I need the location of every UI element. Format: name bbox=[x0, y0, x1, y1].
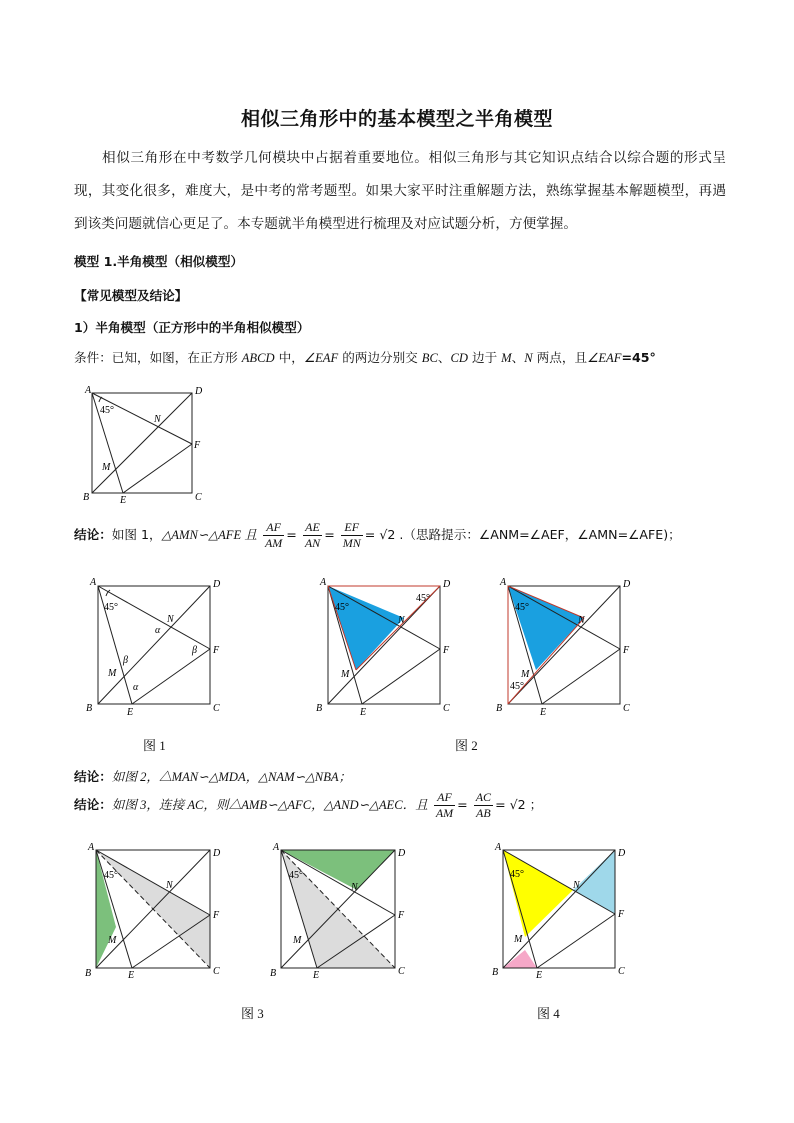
condition-bc: BC bbox=[421, 351, 438, 365]
label-n: N bbox=[166, 880, 173, 891]
label-c: C bbox=[623, 703, 630, 714]
label-m: M bbox=[521, 669, 530, 680]
conclusion-1-similar: △AMN∽△AFE 且 bbox=[161, 528, 257, 542]
condition-text-1: 中， bbox=[274, 350, 304, 365]
label-45: 45° bbox=[100, 405, 114, 416]
conclusion-3-prefix: 结论： bbox=[74, 797, 112, 812]
label-45-a: 45° bbox=[335, 602, 349, 613]
conclusion-3-text: 如图 3，连接 AC，则△AMB∽△AFC，△AND∽△AEC．且 bbox=[111, 798, 428, 812]
line-af bbox=[92, 393, 192, 444]
shaded-triangle-amn bbox=[328, 586, 404, 670]
label-beta-f: β bbox=[192, 645, 197, 656]
condition-sep-1: 、 bbox=[437, 350, 451, 365]
label-c: C bbox=[443, 703, 450, 714]
line-ef bbox=[537, 914, 615, 968]
label-m: M bbox=[293, 935, 302, 946]
conclusion-2-text: 如图 2，△MAN∽△MDA，△NAM∽△NBA； bbox=[111, 770, 352, 784]
shaded-triangle-pink bbox=[503, 950, 537, 968]
condition-line bbox=[74, 347, 656, 366]
line-ef bbox=[542, 649, 620, 704]
label-c: C bbox=[195, 492, 202, 503]
figure-4 bbox=[485, 840, 635, 980]
condition-text-4: 两点，且 bbox=[532, 350, 588, 365]
label-a: A bbox=[273, 842, 280, 853]
label-45-b: 45° bbox=[510, 681, 524, 692]
condition-cd: CD bbox=[450, 351, 468, 365]
label-c: C bbox=[213, 966, 220, 977]
label-45-d: 45° bbox=[416, 593, 430, 604]
label-c: C bbox=[398, 966, 405, 977]
label-b: B bbox=[316, 703, 323, 714]
label-45: 45° bbox=[104, 602, 118, 613]
condition-square: ABCD bbox=[241, 351, 275, 365]
label-45: 45° bbox=[289, 870, 303, 881]
caption-fig-3: 图 3 bbox=[241, 1006, 264, 1021]
fraction-ae-an: $\frac{AE}{AN}$ bbox=[304, 520, 321, 550]
line-ef bbox=[362, 649, 440, 704]
condition-text-2: 的两边分别交 bbox=[338, 350, 422, 365]
condition-angle: ∠EAF bbox=[303, 351, 339, 365]
label-m: M bbox=[341, 669, 350, 680]
caption-fig-2: 图 2 bbox=[455, 738, 478, 753]
label-e: E bbox=[120, 495, 127, 504]
conclusion-2-line bbox=[74, 766, 351, 785]
section-heading: 模型 1.半角模型（相似模型） bbox=[74, 254, 244, 269]
condition-text-3: 边于 bbox=[467, 350, 502, 365]
conclusion-1-result: = √2 .（思路提示：∠ANM=∠AEF，∠AMN=∠AFE)； bbox=[364, 527, 681, 542]
condition-sep-2: 、 bbox=[511, 350, 525, 365]
figure-3-right bbox=[265, 840, 415, 980]
label-e: E bbox=[128, 970, 135, 980]
label-m: M bbox=[108, 668, 117, 679]
conclusion-2-prefix: 结论： bbox=[74, 769, 112, 784]
label-d: D bbox=[195, 386, 203, 397]
condition-angle-2: ∠EAF bbox=[587, 351, 622, 365]
label-b: B bbox=[83, 492, 90, 503]
figure-3-left bbox=[80, 840, 230, 980]
label-f: F bbox=[398, 910, 405, 921]
label-c: C bbox=[618, 966, 625, 977]
label-a: A bbox=[495, 842, 502, 853]
fraction-af-am: $\frac{AF}{AM}$ bbox=[264, 520, 283, 550]
label-b: B bbox=[86, 703, 93, 714]
intro-paragraph: 相似三角形在中考数学几何模块中占据着重要地位。相似三角形与其它知识点结合以综合题的形式呈现，其变化很多，难度大，是中考的常考题型。如果大家平时注重解题方法，熟练掌握基本解题模型，再遇到该类问题就信心更足了。本专题就半角模型进行梳理及对应试题分析，方便掌握。 bbox=[74, 150, 726, 232]
label-e: E bbox=[313, 970, 320, 980]
label-m: M bbox=[102, 462, 111, 473]
label-d: D bbox=[398, 848, 406, 859]
label-n: N bbox=[578, 615, 585, 626]
base-figure bbox=[80, 384, 210, 504]
fraction-ef-mn: $\frac{EF}{MN}$ bbox=[342, 520, 361, 550]
conclusion-3-result: = √2 ； bbox=[495, 797, 543, 812]
label-f: F bbox=[213, 910, 220, 921]
condition-m: M bbox=[501, 351, 512, 365]
label-n: N bbox=[351, 882, 358, 893]
label-n: N bbox=[573, 880, 580, 891]
label-n: N bbox=[398, 615, 405, 626]
label-45: 45° bbox=[510, 869, 524, 880]
label-e: E bbox=[540, 707, 547, 718]
label-m: M bbox=[514, 934, 523, 945]
label-f: F bbox=[618, 909, 625, 920]
sub-heading: 【常见模型及结论】 bbox=[74, 288, 188, 303]
condition-value: =45° bbox=[621, 350, 656, 365]
label-a: A bbox=[500, 577, 507, 588]
label-f: F bbox=[213, 645, 220, 656]
label-d: D bbox=[618, 848, 626, 859]
label-n: N bbox=[154, 414, 161, 425]
label-e: E bbox=[127, 707, 134, 718]
shaded-triangle-amn bbox=[508, 586, 584, 670]
label-a: A bbox=[85, 385, 92, 396]
shaded-triangle-yellow bbox=[503, 850, 573, 937]
line-ef bbox=[132, 649, 210, 704]
label-f: F bbox=[443, 645, 450, 656]
caption-fig-1: 图 1 bbox=[143, 738, 166, 753]
condition-n: N bbox=[524, 351, 533, 365]
condition-prefix: 条件：已知，如图，在正方形 bbox=[74, 350, 242, 365]
label-f: F bbox=[623, 645, 630, 656]
conclusion-1-prefix: 结论： bbox=[74, 527, 112, 542]
page-title: 相似三角形中的基本模型之半角模型 bbox=[240, 108, 553, 130]
item1-heading: 1）半角模型（正方形中的半角相似模型） bbox=[74, 320, 310, 335]
figure-1 bbox=[80, 573, 230, 718]
label-f: F bbox=[194, 440, 201, 451]
label-a: A bbox=[320, 577, 327, 588]
figure-2-left bbox=[310, 573, 460, 718]
label-b: B bbox=[85, 968, 92, 979]
figure-2-right bbox=[490, 573, 640, 718]
label-c: C bbox=[213, 703, 220, 714]
line-af bbox=[98, 586, 210, 649]
caption-fig-4: 图 4 bbox=[537, 1006, 560, 1021]
label-e: E bbox=[360, 707, 367, 718]
label-d: D bbox=[623, 579, 631, 590]
label-d: D bbox=[443, 579, 451, 590]
fraction-ac-ab: $\frac{AC}{AB}$ bbox=[475, 790, 492, 820]
label-alpha-n: α bbox=[155, 625, 161, 636]
conclusion-1-line: 结论：如图 1，△AMN∽△AFE 且 $\frac{AF}{AM}$ = $\frac{AE}{AN}$ = $\frac{EF}{MN}$ = √2 .（思路提示：∠ANM=∠AEF，∠AMN=∠AFE)； bbox=[74, 520, 681, 550]
label-d: D bbox=[213, 579, 221, 590]
label-45-a: 45° bbox=[515, 602, 529, 613]
label-d: D bbox=[213, 848, 221, 859]
label-m: M bbox=[108, 935, 117, 946]
label-45: 45° bbox=[104, 870, 118, 881]
label-e: E bbox=[536, 970, 543, 980]
label-n: N bbox=[167, 614, 174, 625]
label-a: A bbox=[88, 842, 95, 853]
conclusion-3-line: 结论：如图 3，连接 AC，则△AMB∽△AFC，△AND∽△AEC．且 $\frac{AF}{AM}$ = $\frac{AC}{AB}$ = √2 ； bbox=[74, 790, 543, 820]
label-b: B bbox=[496, 703, 503, 714]
label-alpha-e: α bbox=[133, 682, 139, 693]
conclusion-1-text: 如图 1， bbox=[111, 527, 162, 542]
label-b: B bbox=[270, 968, 277, 979]
label-b: B bbox=[492, 967, 499, 978]
label-beta-m: β bbox=[123, 655, 128, 666]
label-a: A bbox=[90, 577, 97, 588]
fraction-af-am-2: $\frac{AF}{AM}$ bbox=[435, 790, 454, 820]
